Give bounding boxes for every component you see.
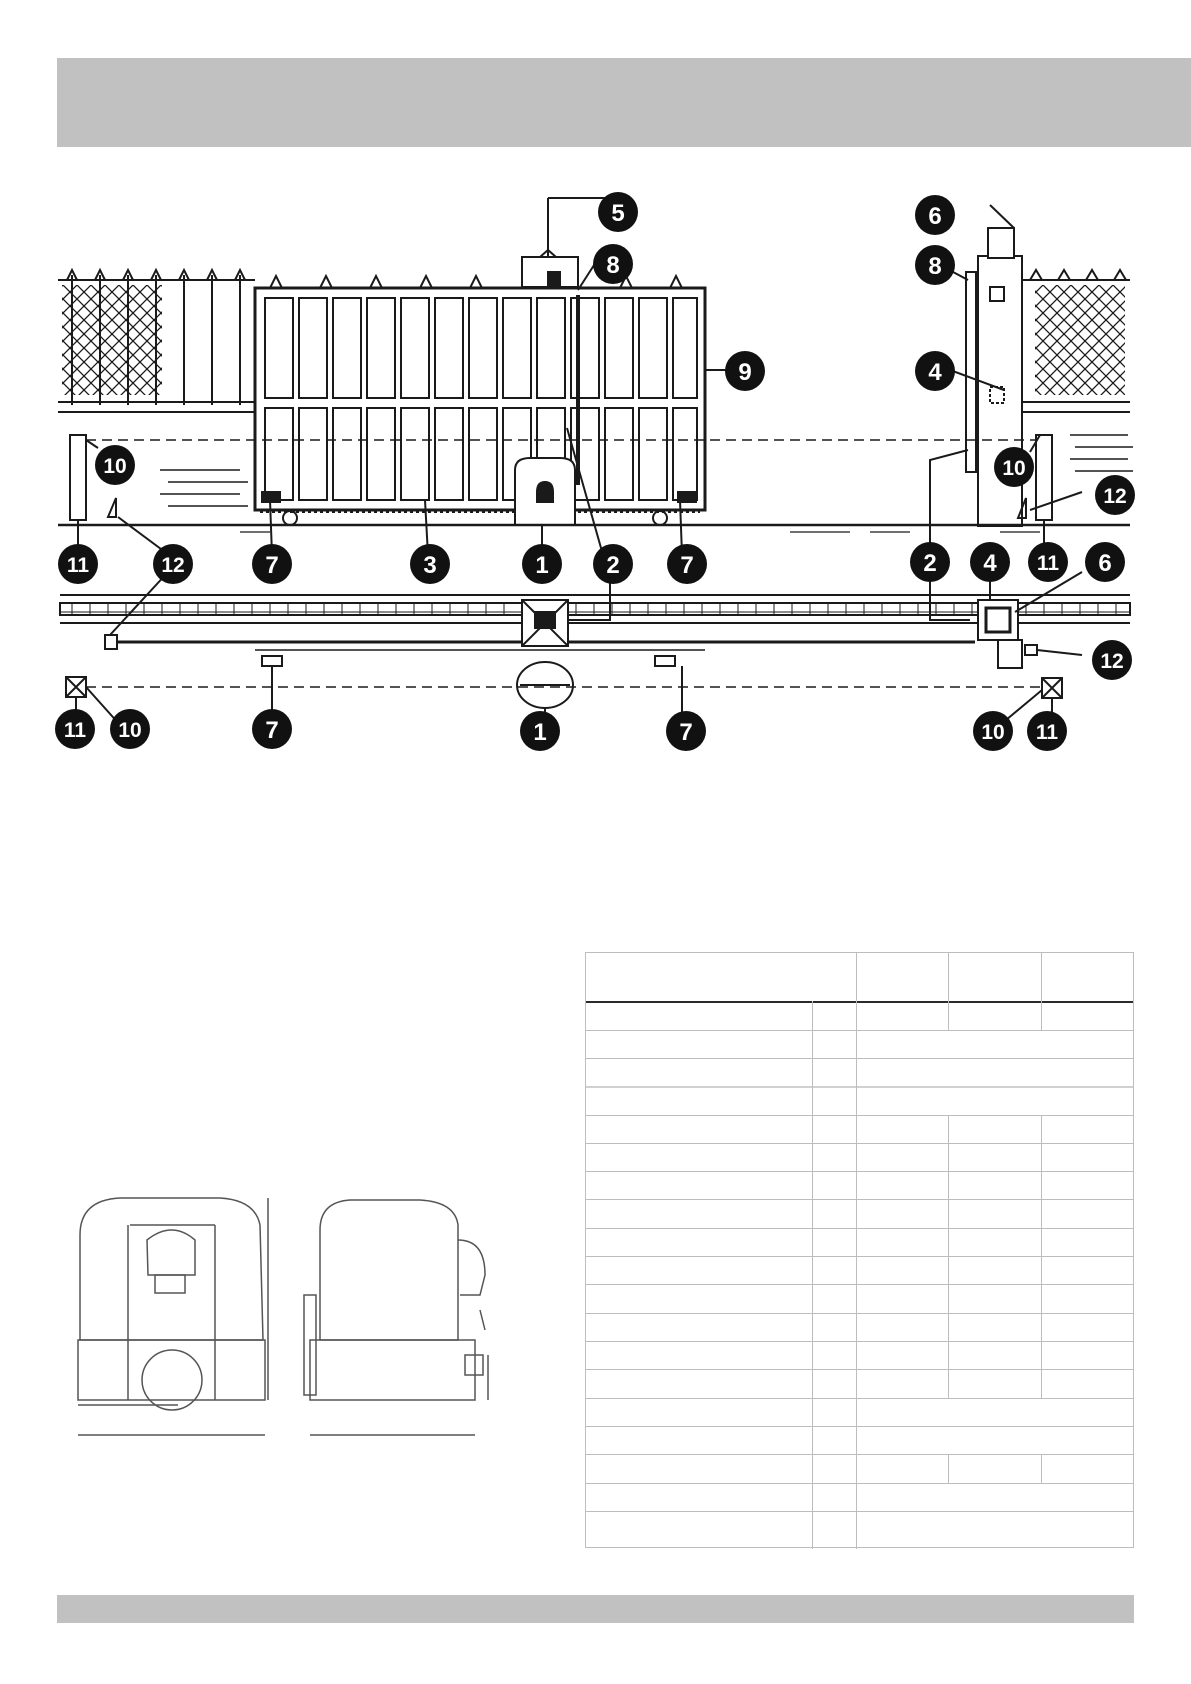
spec-row [586,1369,1133,1370]
front-view [78,1198,268,1435]
svg-text:2: 2 [923,550,937,577]
svg-text:11: 11 [1036,552,1060,575]
plan-view [60,572,1130,725]
spec-row [586,1030,1133,1031]
callout-7-right [667,544,707,584]
callout-10-left [95,445,135,485]
svg-text:10: 10 [118,719,142,742]
callout-6-plan [1085,542,1125,582]
spec-col-divider [1041,953,1042,1030]
spec-col-divider [1041,1115,1042,1399]
callout-8-right [915,245,955,285]
spec-row [586,1256,1133,1257]
spec-row [586,1284,1133,1285]
elevation-view [58,198,1133,555]
svg-text:7: 7 [680,552,694,579]
svg-text:12: 12 [1103,485,1127,508]
spec-row [586,1398,1133,1399]
spec-row [586,1341,1133,1342]
callout-1 [522,544,562,584]
spec-col-divider [812,1001,813,1549]
svg-text:10: 10 [103,455,127,478]
spec-row [586,1313,1133,1314]
svg-text:7: 7 [679,719,693,746]
spec-col-divider [856,953,857,1549]
svg-text:1: 1 [535,552,549,579]
svg-text:6: 6 [928,203,942,230]
spec-row [586,1199,1133,1200]
svg-text:1: 1 [533,719,547,746]
svg-text:8: 8 [606,252,620,279]
callout-12-right [1095,475,1135,515]
sliding-gate [255,276,705,525]
svg-text:2: 2 [606,552,620,579]
spec-col-divider [948,1115,949,1399]
gate-post-left [522,198,578,287]
svg-text:3: 3 [423,552,437,579]
callout-4-top [915,351,955,391]
svg-text:12: 12 [161,554,185,577]
spec-col-divider [1041,1454,1042,1483]
callout-4-plan [970,542,1010,582]
svg-text:11: 11 [63,719,87,742]
svg-text:10: 10 [981,721,1005,744]
callout-5 [598,192,638,232]
spec-row [586,1086,1133,1088]
spec-table [585,952,1134,1548]
spec-header-rule [586,1001,1133,1003]
callout-3 [410,544,450,584]
spec-row [586,1454,1133,1455]
callout-11-left [58,544,98,584]
callout-2-left [593,544,633,584]
footer-bar [57,1595,1134,1623]
side-view [304,1200,488,1435]
spec-row [586,1115,1133,1116]
callout-12-plan [1092,640,1132,680]
callout-9 [725,351,765,391]
svg-text:10: 10 [1002,457,1026,480]
svg-text:12: 12 [1100,650,1124,673]
callout-11-plan-right [1027,711,1067,751]
svg-text:4: 4 [983,550,997,577]
spec-row [586,1426,1133,1427]
spec-col-divider [948,953,949,1030]
motor-unit [515,458,575,525]
callout-7-plan-right [666,711,706,751]
callout-7-left [252,544,292,584]
callout-7-plan-left [252,709,292,749]
svg-text:7: 7 [265,552,279,579]
callout-11-plan-left [55,709,95,749]
svg-text:5: 5 [611,200,625,227]
svg-text:6: 6 [1098,550,1112,577]
motor-dimension-drawing [60,1180,540,1460]
svg-text:11: 11 [1035,721,1059,744]
spec-row [586,1058,1133,1059]
spec-row [586,1143,1133,1144]
installation-diagram [0,180,1191,760]
callout-6-top [915,195,955,235]
svg-text:8: 8 [928,253,942,280]
callout-2-right [910,542,950,582]
svg-text:7: 7 [265,717,279,744]
spec-row [586,1511,1133,1512]
svg-text:4: 4 [928,359,942,386]
svg-text:11: 11 [66,554,90,577]
callout-8-left [593,244,633,284]
left-fence [58,270,255,412]
spec-row [586,1483,1133,1484]
svg-text:9: 9 [738,359,752,386]
header-bar [57,58,1191,147]
spec-row [586,1171,1133,1172]
spec-row [586,1228,1133,1229]
callout-10-plan-right [973,711,1013,751]
callout-1-plan [520,711,560,751]
callout-12-left [153,544,193,584]
callout-10-right [994,447,1034,487]
right-fence [1022,270,1130,412]
callout-11-right [1028,542,1068,582]
spec-col-divider [948,1454,949,1483]
callout-10-plan-left [110,709,150,749]
